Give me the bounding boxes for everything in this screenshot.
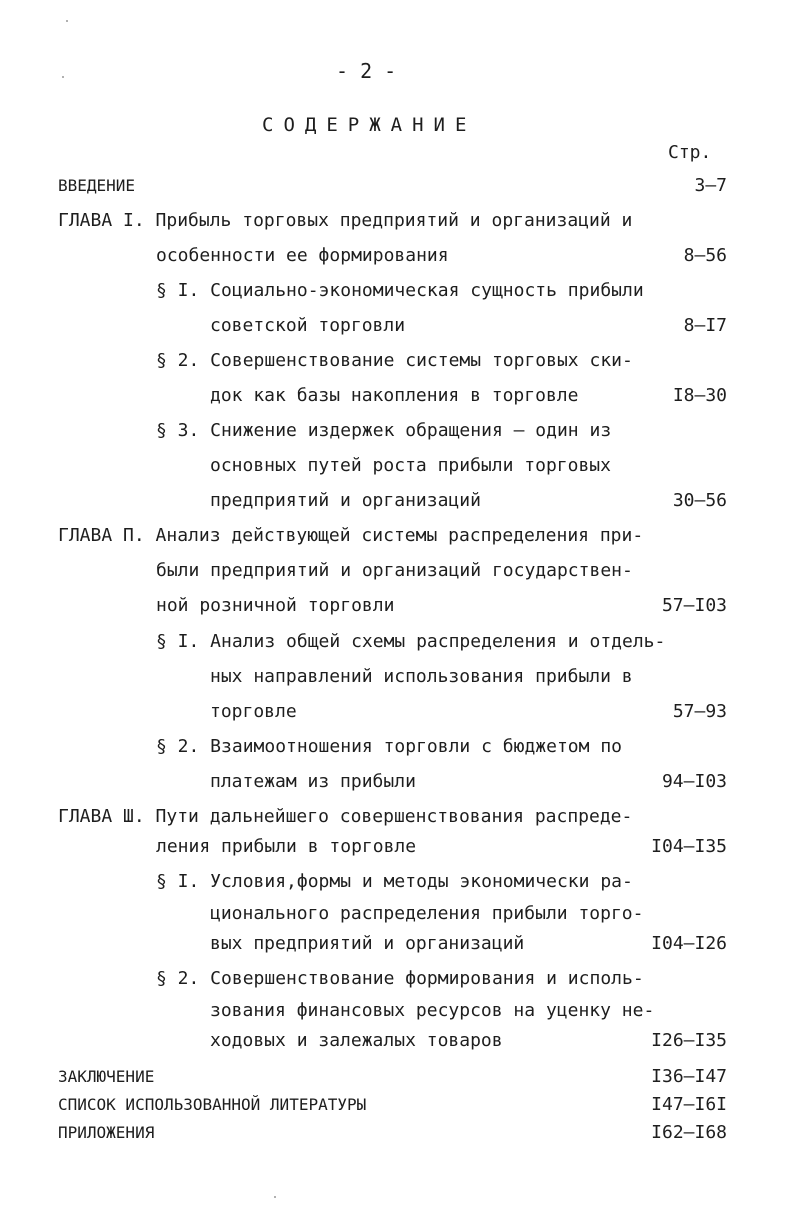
toc-line: ления прибыли в торговле xyxy=(156,836,417,857)
toc-line: § I. Социально-экономическая сущность прибыли xyxy=(156,280,644,301)
toc-line: ВВЕДЕНИЕ xyxy=(58,176,136,195)
toc-line: ГЛАВА П. Анализ действующей системы распределения при- xyxy=(58,525,644,546)
toc-page-range: 8–56 xyxy=(683,245,727,266)
toc-line: вых предприятий и организаций xyxy=(210,933,525,954)
toc-line: ГЛАВА Ш. Пути дальнейшего совершенствования распреде- xyxy=(58,806,633,827)
toc-page-range: I8–30 xyxy=(672,385,727,406)
toc-line: ционального распределения прибыли торго- xyxy=(210,903,644,924)
toc-line: ных направлений использования прибыли в xyxy=(210,666,633,687)
toc-page-range: I04–I35 xyxy=(651,836,727,857)
scan-speck xyxy=(66,20,68,22)
toc-page-range: I04–I26 xyxy=(651,933,727,954)
toc-page-range: 30–56 xyxy=(672,490,727,511)
toc-line: § I. Анализ общей схемы распределения и отдель- xyxy=(156,631,666,652)
toc-line: советской торговли xyxy=(210,315,406,336)
toc-line: § 3. Снижение издержек обращения – один из xyxy=(156,420,612,441)
toc-page-range: I47–I6I xyxy=(651,1094,727,1115)
toc-line: СПИСОК ИСПОЛЬЗОВАННОЙ ЛИТЕРАТУРЫ xyxy=(58,1095,367,1114)
toc-line: § 2. Взаимоотношения торговли с бюджетом по xyxy=(156,736,622,757)
toc-page-range: I36–I47 xyxy=(651,1066,727,1087)
toc-page-range: I26–I35 xyxy=(651,1030,727,1051)
toc-line: ПРИЛОЖЕНИЯ xyxy=(58,1123,155,1142)
toc-line: особенности ее формирования xyxy=(156,245,449,266)
toc-page-range: 94–I03 xyxy=(661,771,727,792)
toc-line: основных путей роста прибыли торговых xyxy=(210,455,611,476)
page-title: СОДЕРЖАНИЕ xyxy=(262,114,477,136)
toc-line: § 2. Совершенствование формирования и исполь- xyxy=(156,968,644,989)
scan-speck xyxy=(274,1196,276,1198)
toc-line: предприятий и организаций xyxy=(210,490,481,511)
toc-line: § 2. Совершенствование системы торговых ски- xyxy=(156,350,633,371)
toc-line: § I. Условия,формы и методы экономически ра- xyxy=(156,871,633,892)
toc-page-range: 57–93 xyxy=(672,701,727,722)
toc-page-range: I62–I68 xyxy=(651,1122,727,1143)
page-number: - 2 - xyxy=(336,59,397,83)
toc-line: ной розничной торговли xyxy=(156,595,395,616)
toc-page-range: 57–I03 xyxy=(661,595,727,616)
toc-page-range: 3–7 xyxy=(694,175,727,196)
scan-speck xyxy=(62,76,64,78)
toc-page-range: 8–I7 xyxy=(683,315,727,336)
toc-line: платежам из прибыли xyxy=(210,771,416,792)
pages-column-header: Стр. xyxy=(668,142,712,163)
toc-line: были предприятий и организаций государствен- xyxy=(156,560,633,581)
toc-line: ГЛАВА I. Прибыль торговых предприятий и организаций и xyxy=(58,210,633,231)
toc-line: торговле xyxy=(210,701,297,722)
toc-line: зования финансовых ресурсов на уценку не- xyxy=(210,1000,655,1021)
toc-line: ЗАКЛЮЧЕНИЕ xyxy=(58,1067,155,1086)
toc-line: док как базы накопления в торговле xyxy=(210,385,579,406)
toc-line: ходовых и залежалых товаров xyxy=(210,1030,503,1051)
